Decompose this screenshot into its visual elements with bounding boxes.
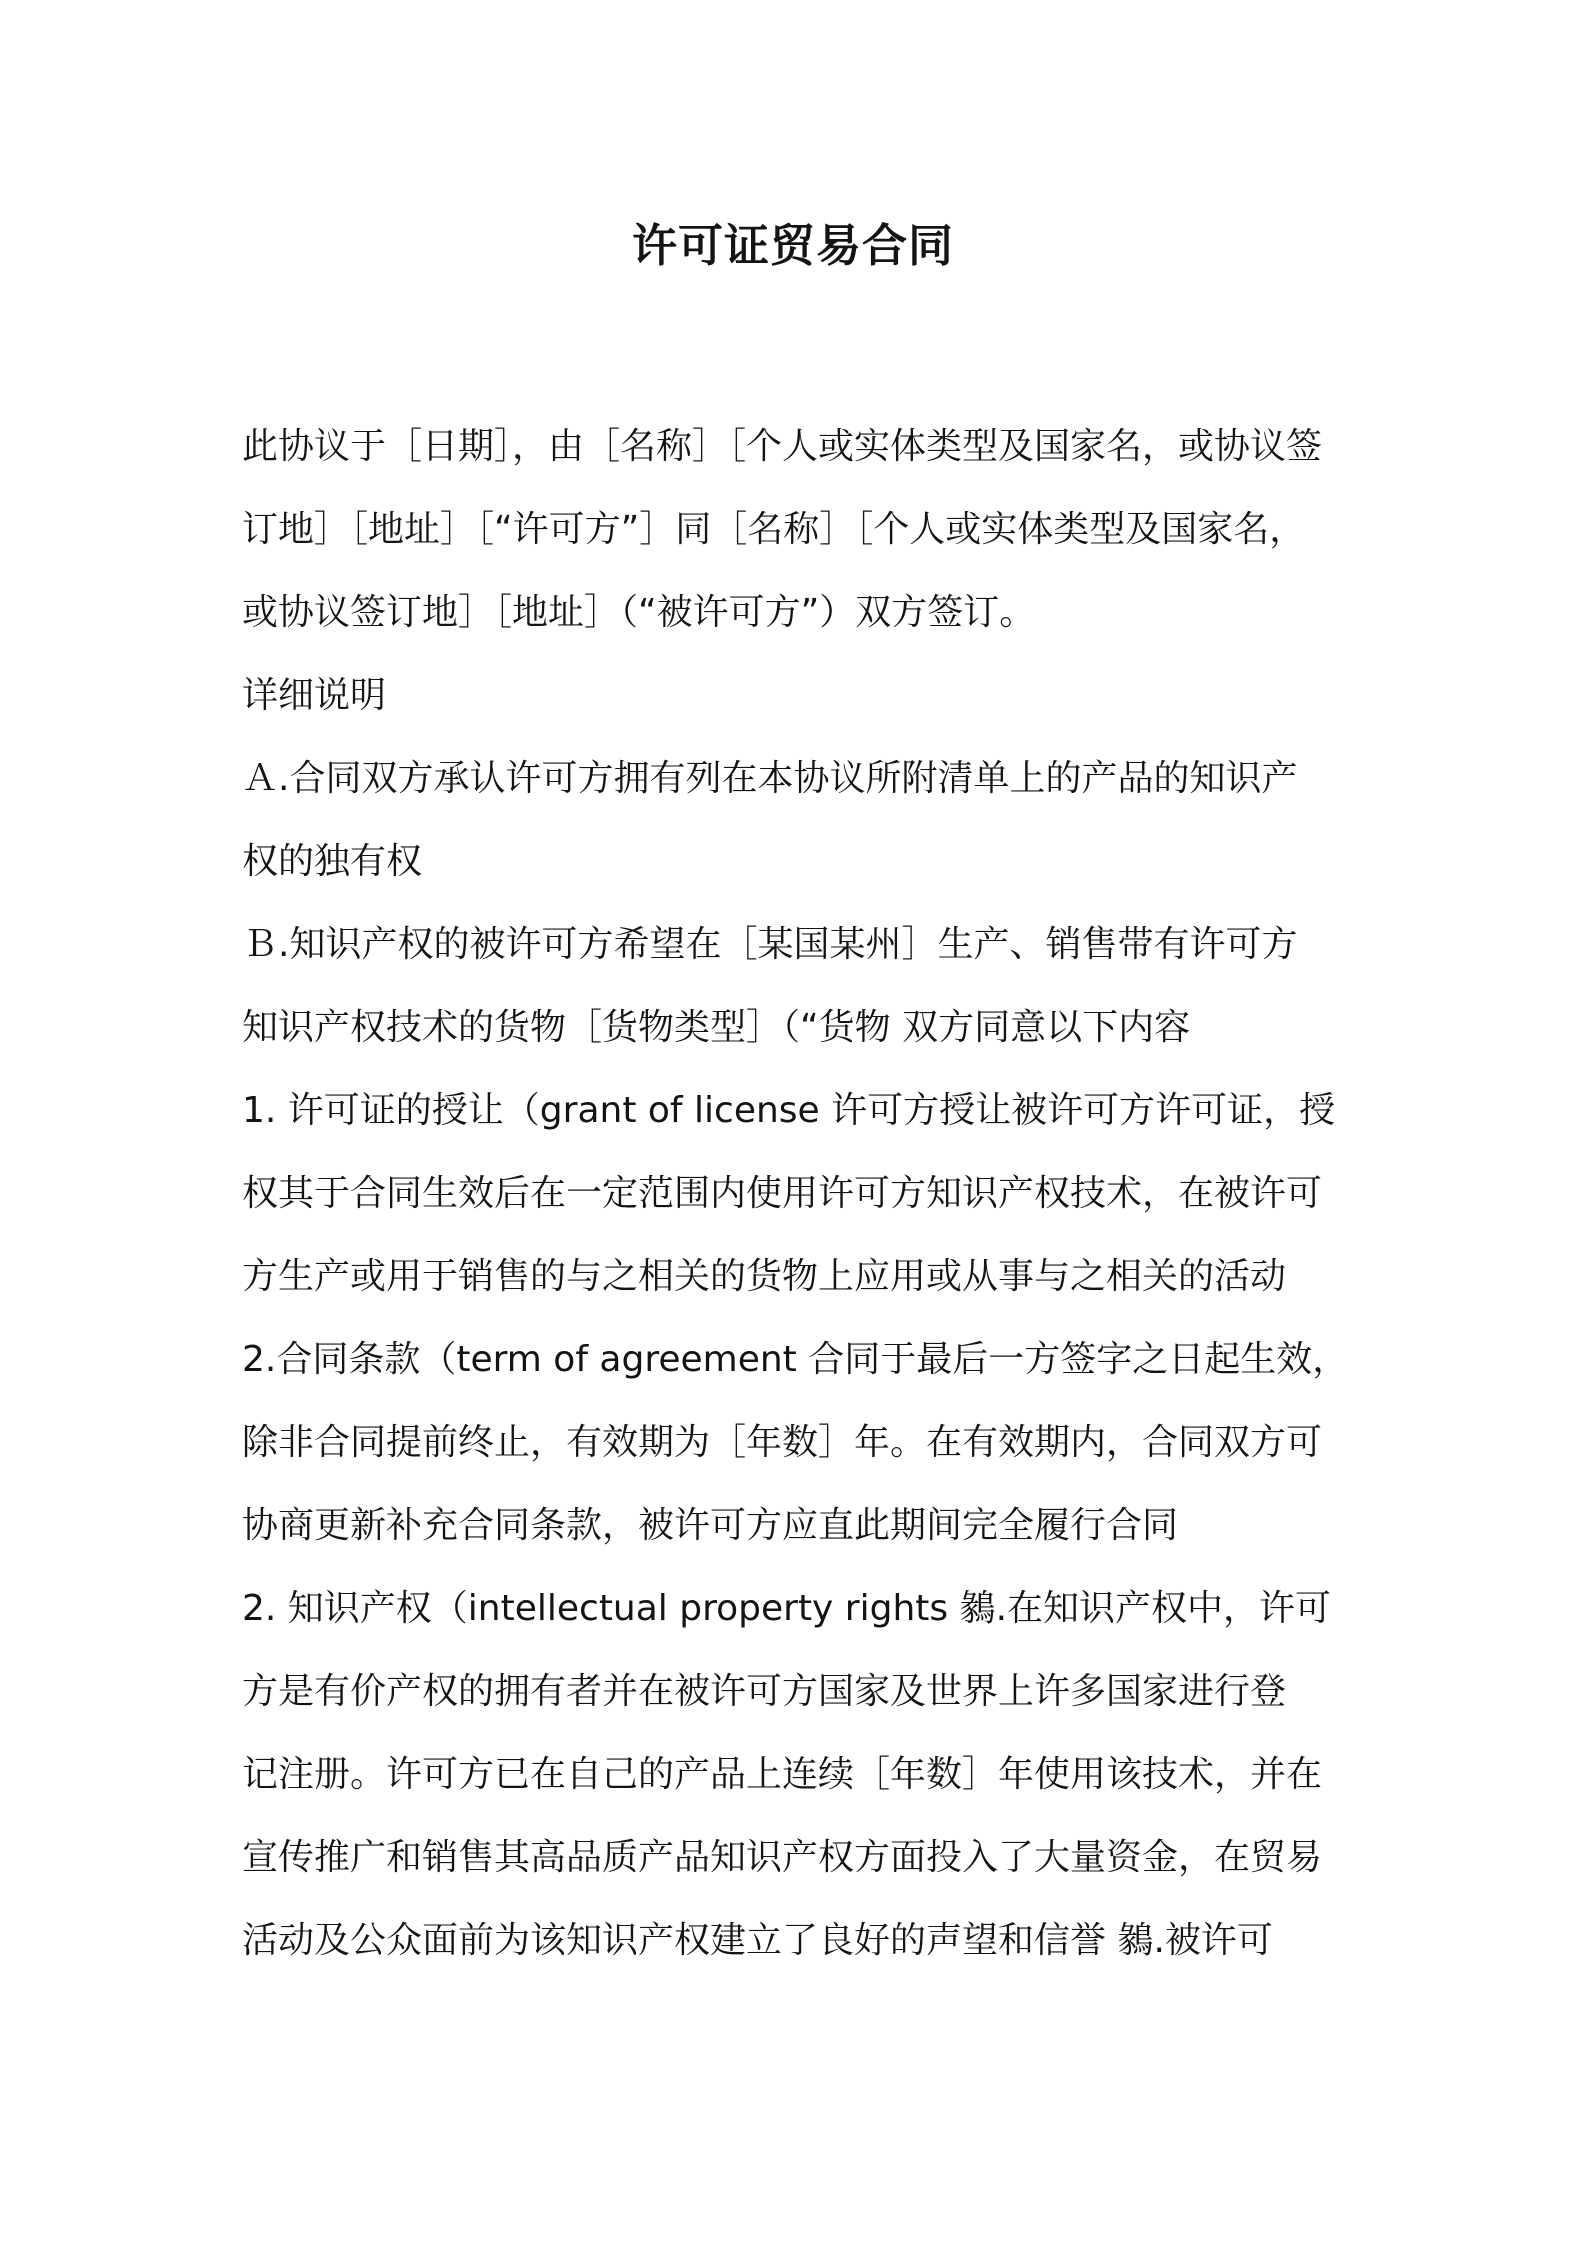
body-line: 或协议签订地］［地址］（“被许可方”）双方签订。: [242, 592, 1036, 633]
body-line: 2.合同条款（term of agreement 合同于最后一方签字之日起生效，: [242, 1339, 1349, 1380]
body-line: 此协议于［日期］，由［名称］［个人或实体类型及国家名，或协议签: [242, 426, 1323, 467]
body-line: Ａ.合同双方承认许可方拥有列在本协议所附清单上的产品的知识产: [242, 758, 1298, 799]
document-title: 许可证贸易合同: [631, 219, 954, 272]
body-line: 权的独有权: [242, 841, 423, 882]
body-line: 方生产或用于销售的与之相关的货物上应用或从事与之相关的活动: [242, 1256, 1287, 1297]
section-heading: 详细说明: [242, 675, 387, 716]
body-line: 除非合同提前终止，有效期为［年数］年。在有效期内，合同双方可: [242, 1422, 1323, 1463]
body-line: 宣传推广和销售其高品质产品知识产权方面投入了大量资金，在贸易: [242, 1837, 1323, 1878]
body-line: 方是有价产权的拥有者并在被许可方国家及世界上许多国家进行登: [242, 1671, 1287, 1712]
body-line: Ｂ.知识产权的被许可方希望在［某国某州］生产、销售带有许可方: [242, 924, 1298, 965]
document-body: [242, 405, 1362, 1982]
body-line: 订地］［地址］［“许可方”］同［名称］［个人或实体类型及国家名，: [242, 509, 1306, 550]
body-line: 记注册。许可方已在自己的产品上连续［年数］年使用该技术，并在: [242, 1754, 1323, 1795]
body-line: 2. 知识产权（intellectual property rights 鶨.在知识产权中，许可: [242, 1588, 1332, 1629]
body-line: 协商更新补充合同条款，被许可方应直此期间完全履行合同: [242, 1505, 1179, 1546]
body-line: 权其于合同生效后在一定范围内使用许可方知识产权技术，在被许可: [242, 1173, 1323, 1214]
body-line: 活动及公众面前为该知识产权建立了良好的声望和信誉 鶨.被许可: [242, 1920, 1273, 1961]
body-line: 知识产权技术的货物［货物类型］（“货物 双方同意以下内容: [242, 1007, 1191, 1048]
body-line: 1. 许可证的授让（grant of license 许可方授让被许可方许可证，授: [242, 1090, 1336, 1131]
